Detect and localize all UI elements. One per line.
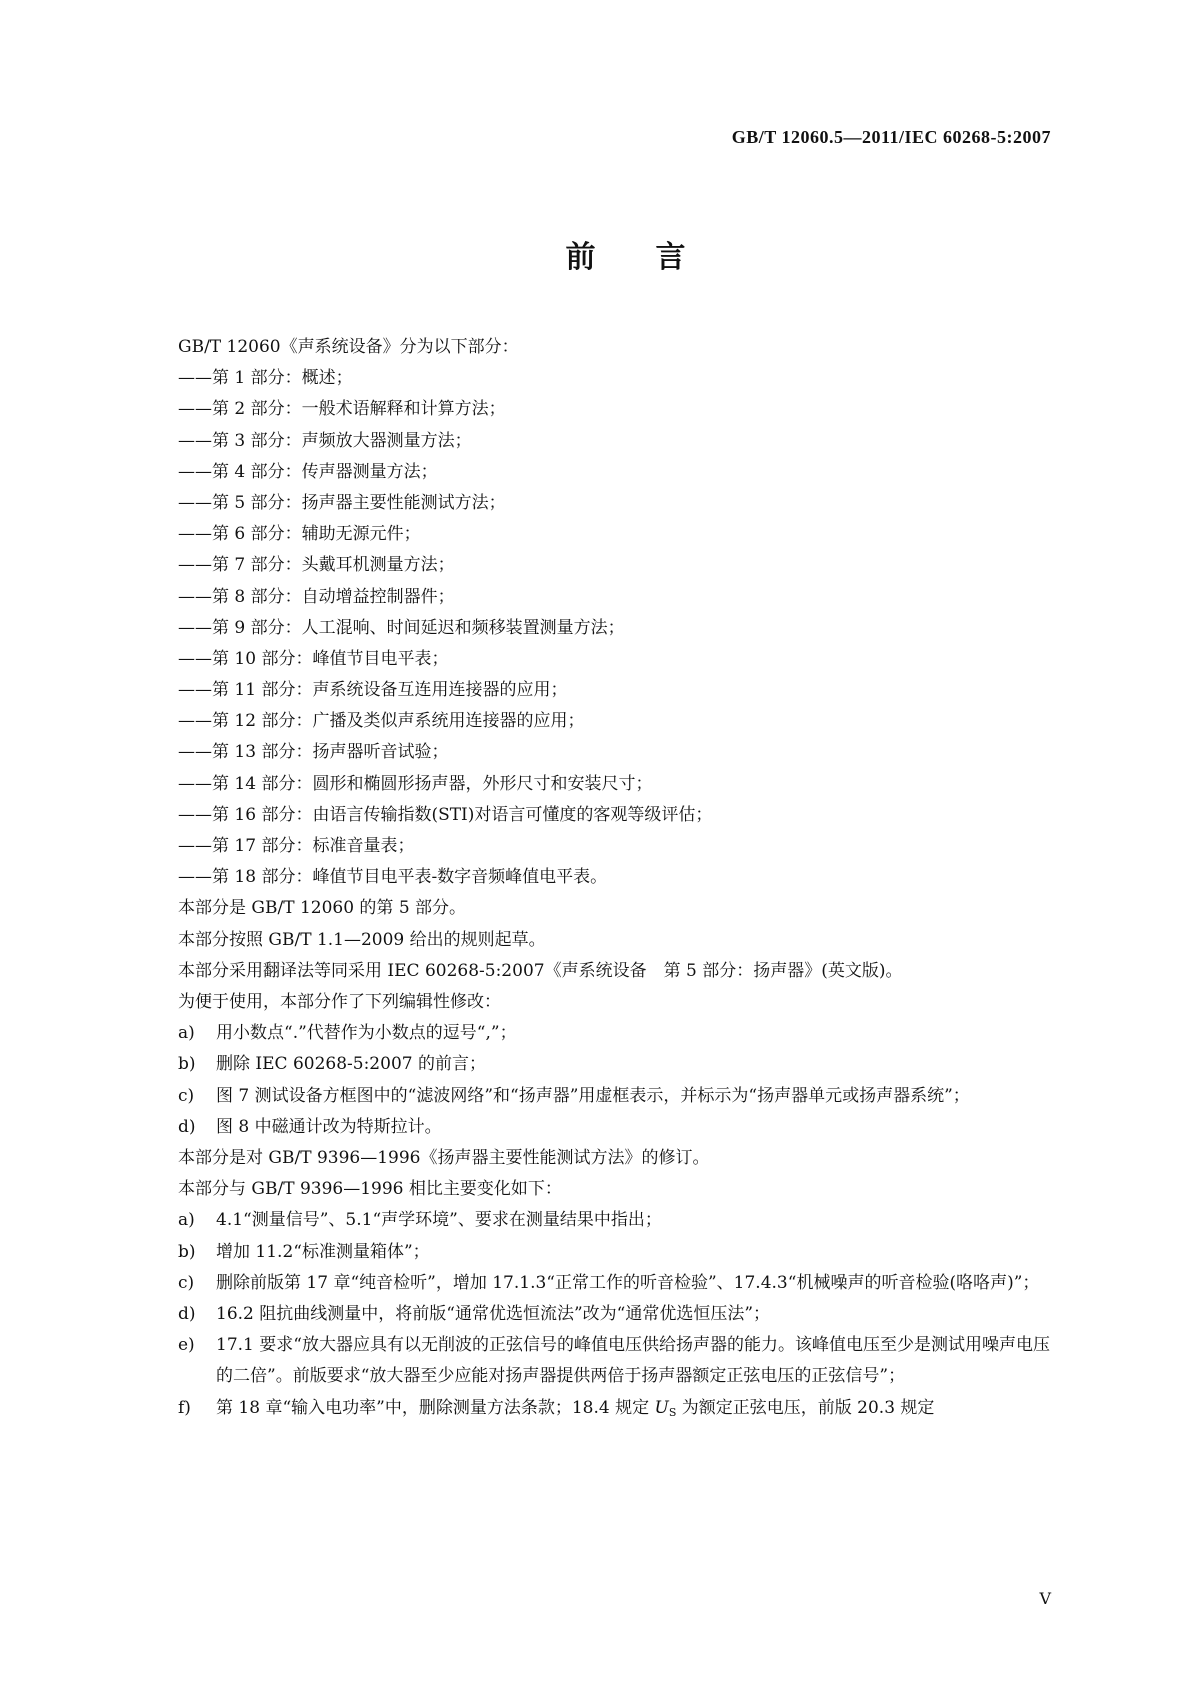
list-item: c) 删除前版第 17 章“纯音检听”，增加 17.1.3“正常工作的听音检验”、17.4.3“机械噪声的听音检验(咯咯声)”；: [178, 1268, 1054, 1299]
list-item: ——第 6 部分：辅助无源元件；: [178, 524, 421, 545]
list-item: ——第 12 部分：广播及类似声系统用连接器的应用；: [178, 711, 585, 732]
list-item: ——第 13 部分：扬声器听音试验；: [178, 742, 449, 763]
item-marker: c): [178, 1272, 195, 1293]
list-item: ——第 16 部分：由语言传输指数(STI)对语言可懂度的客观等级评估；: [178, 804, 713, 825]
dash: ——: [178, 368, 212, 389]
page-title: 前言: [565, 240, 746, 275]
item-marker: c): [178, 1085, 195, 1106]
paragraph: 本部分是 GB/T 12060 的第 5 部分。: [178, 898, 467, 919]
item-marker: a): [178, 1023, 195, 1044]
list-item: ——第 9 部分：人工混响、时间延迟和频移装置测量方法；: [178, 617, 625, 638]
list-item: ——第 4 部分：传声器测量方法；: [178, 461, 438, 482]
list-item: a) 用小数点“.”代替作为小数点的逗号“,”；: [178, 1018, 1054, 1049]
list-item: b) 增加 11.2“标准测量箱体”；: [178, 1237, 1054, 1268]
item-marker: a): [178, 1210, 195, 1231]
intro-line: GB/T 12060《声系统设备》分为以下部分：: [178, 337, 519, 357]
item-marker: b): [178, 1241, 196, 1262]
dash: ——: [178, 711, 212, 732]
list-item: ——第 2 部分：一般术语解释和计算方法；: [178, 399, 506, 420]
list-item: ——第 10 部分：峰值节目电平表；: [178, 648, 449, 669]
paragraph: 本部分按照 GB/T 1.1—2009 给出的规则起草。: [178, 929, 546, 950]
dash: ——: [178, 492, 212, 513]
list-item: f) 第 18 章“输入电功率”中，删除测量方法条款；18.4 规定 US 为额定正弦电压，前版 20.3 规定: [178, 1393, 1054, 1428]
dash: ——: [178, 867, 212, 888]
dash: ——: [178, 617, 212, 638]
list-item: ——第 8 部分：自动增益控制器件；: [178, 586, 455, 607]
dash: ——: [178, 773, 212, 794]
parts-list: [178, 363, 1054, 893]
item-marker: d): [178, 1303, 196, 1324]
changes-list: [178, 1205, 1054, 1427]
list-item: b) 删除 IEC 60268-5:2007 的前言；: [178, 1049, 1054, 1080]
dash: ——: [178, 836, 212, 856]
dash: ——: [178, 524, 212, 545]
paragraph: 本部分采用翻译法等同采用 IEC 60268-5:2007《声系统设备 第 5 部分：扬声器》(英文版)。: [178, 960, 903, 981]
list-item: ——第 1 部分：概述；: [178, 368, 353, 389]
list-item: d) 16.2 阻抗曲线测量中，将前版“通常优选恒流法”改为“通常优选恒压法”；: [178, 1299, 1054, 1330]
list-item: ——第 3 部分：声频放大器测量方法；: [178, 430, 472, 451]
dash: ——: [178, 555, 212, 576]
voltage-symbol: U: [654, 1397, 669, 1418]
dash: ——: [178, 648, 212, 669]
voltage-subscript: S: [668, 1405, 677, 1419]
page-number: V: [1039, 1589, 1051, 1608]
item-marker: f): [178, 1397, 191, 1418]
dash: ——: [178, 461, 212, 482]
dash: ——: [178, 804, 212, 825]
dash: ——: [178, 680, 212, 701]
list-item: ——第 11 部分：声系统设备互连用连接器的应用；: [178, 680, 568, 701]
edits-list: [178, 1018, 1054, 1143]
dash: ——: [178, 430, 212, 451]
paragraph: 本部分是对 GB/T 9396—1996《扬声器主要性能测试方法》的修订。: [178, 1147, 710, 1168]
dash: ——: [178, 586, 212, 607]
list-item: ——第 7 部分：头戴耳机测量方法；: [178, 555, 455, 576]
item-marker: e): [178, 1335, 195, 1356]
foreword-body: [178, 332, 1054, 1428]
dash: ——: [178, 399, 212, 420]
paragraph: 为便于使用，本部分作了下列编辑性修改：: [178, 991, 501, 1012]
list-item: a) 4.1“测量信号”、5.1“声学环境”、要求在测量结果中指出；: [178, 1205, 1054, 1236]
list-item: ——第 5 部分：扬声器主要性能测试方法；: [178, 492, 506, 513]
list-item: e) 17.1 要求“放大器应具有以无削波的正弦信号的峰值电压供给扬声器的能力。该峰值电压至少是测试用噪声电压的二倍”。前版要求“放大器至少应能对扬声器提供两倍于扬声器额定正弦电压的正弦信号”；: [178, 1330, 1054, 1392]
list-item: ——第 17 部分：标准音量表；: [178, 836, 415, 856]
item-marker: b): [178, 1054, 196, 1075]
paragraph: 本部分与 GB/T 9396—1996 相比主要变化如下：: [178, 1179, 562, 1200]
list-item: ——第 14 部分：圆形和椭圆形扬声器，外形尺寸和安装尺寸；: [178, 773, 653, 794]
list-item: ——第 18 部分：峰值节目电平表-数字音频峰值电平表。: [178, 867, 608, 888]
standard-code: GB/T 12060.5—2011/IEC 60268-5:2007: [731, 127, 1051, 147]
list-item: c) 图 7 测试设备方框图中的“滤波网络”和“扬声器”用虚框表示，并标示为“扬声器单元或扬声器系统”；: [178, 1081, 1054, 1112]
item-marker: d): [178, 1116, 196, 1137]
dash: ——: [178, 742, 212, 763]
list-item: d) 图 8 中磁通计改为特斯拉计。: [178, 1112, 1054, 1143]
